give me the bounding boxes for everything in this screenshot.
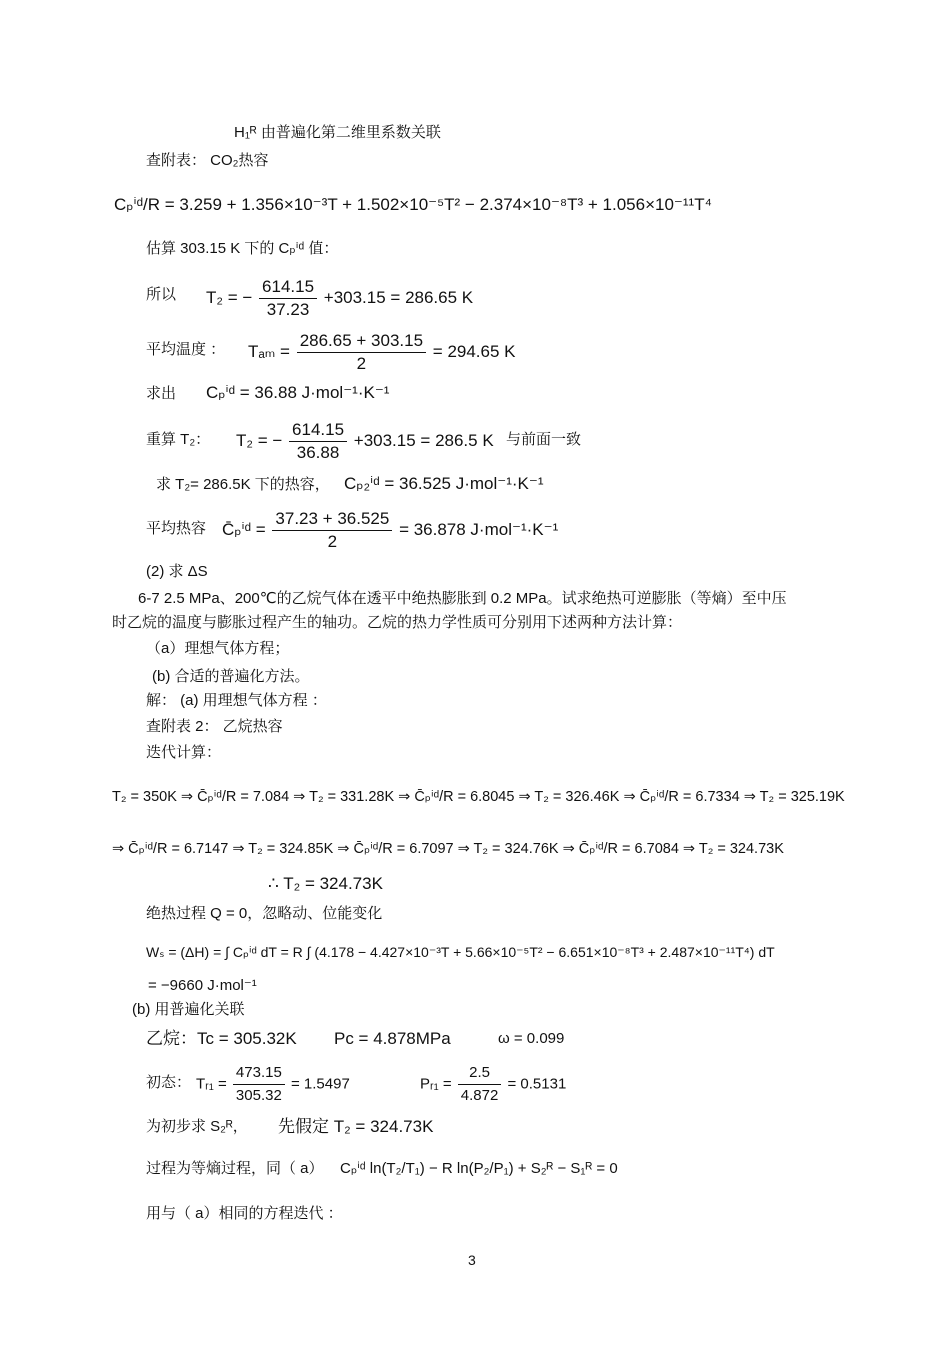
assume-t2: 先假定 T₂ = 324.73K bbox=[278, 1117, 434, 1136]
line-same-iteration: 用与（ a）相同的方程迭代 ： bbox=[146, 1205, 343, 1222]
solution-a-heading: 解： (a) 用理想气体方程 ： bbox=[146, 692, 327, 709]
label-avg-temp: 平均温度 ： bbox=[146, 341, 226, 358]
equation-t2-first: T₂ = − $\frac{614.15}{37.23}$ +303.15 = 286.65 K bbox=[206, 277, 474, 319]
line-lookup-ethane: 查附表 2： 乙烷热容 bbox=[146, 718, 283, 735]
option-a: （a）理想气体方程； bbox=[146, 640, 290, 657]
line-iteration: 迭代计算： bbox=[146, 744, 222, 761]
line-lookup-co2: 查附表： CO₂热容 bbox=[146, 152, 269, 169]
fraction: $\frac{286.65 + 303.15}{2}$ bbox=[297, 332, 426, 373]
fraction: $\frac{2.5}{4.872}$ bbox=[458, 1064, 502, 1105]
label-avg-cp: 平均热容 bbox=[146, 520, 207, 537]
fraction: $\frac{614.15}{36.88}$ bbox=[289, 421, 347, 462]
label-cp-at-t2: 求 T₂= 286.5K 下的热容， bbox=[156, 476, 330, 493]
equation-cp-value: Cₚⁱᵈ = 36.88 J·mol⁻¹·K⁻¹ bbox=[206, 383, 390, 402]
fraction: $\frac{614.15}{37.23}$ bbox=[259, 278, 317, 319]
fraction: $\frac{37.23 + 36.525}{2}$ bbox=[272, 510, 392, 551]
ethane-tc: 乙烷：Tc = 305.32K bbox=[146, 1029, 297, 1048]
ethane-omega: ω = 0.099 bbox=[498, 1030, 565, 1047]
result-t2: ∴ T₂ = 324.73K bbox=[268, 874, 383, 893]
label-recalc-t2: 重算 T₂： bbox=[146, 431, 211, 448]
equation-ws-result: = −9660 J·mol⁻¹ bbox=[148, 977, 257, 994]
line-adiabatic: 绝热过程 Q = 0，忽略动、位能变化 bbox=[146, 905, 383, 922]
label-so: 所以 bbox=[146, 286, 177, 303]
label-isentropic: 过程为等熵过程，同（ a） bbox=[146, 1160, 324, 1177]
fraction: $\frac{473.15}{305.32}$ bbox=[233, 1064, 285, 1105]
equation-cp-polynomial: Cₚⁱᵈ/R = 3.259 + 1.356×10⁻³T + 1.502×10⁻⁵T² − 2.374×10⁻⁸T³ + 1.056×10⁻¹¹T⁴ bbox=[114, 195, 712, 214]
option-b: (b) 合适的普遍化方法。 bbox=[152, 668, 310, 685]
iteration-row-2: ⇒ C̄ₚⁱᵈ/R = 6.7147 ⇒ T₂ = 324.85K ⇒ C̄ₚⁱᵈ/R = 6.7097 ⇒ T₂ = 324.76K ⇒ C̄ₚⁱᵈ/R = 6.7084 ⇒ T₂ = 324.73K bbox=[112, 841, 784, 857]
line-estimate-cp: 估算 303.15 K 下的 Cₚⁱᵈ 值： bbox=[146, 240, 339, 257]
label-initial-state: 初态： bbox=[146, 1074, 192, 1091]
equation-tam: Tₐₘ = $\frac{286.65 + 303.15}{2}$ = 294.65 K bbox=[248, 331, 516, 373]
equation-pr1: Pᵣ₁ = $\frac{2.5}{4.872}$ = 0.5131 bbox=[420, 1064, 567, 1104]
equation-t2-recalc: T₂ = − $\frac{614.15}{36.88}$ +303.15 = 286.5 K bbox=[236, 420, 494, 462]
solution-b-heading: (b) 用普遍化关联 bbox=[132, 1001, 245, 1018]
label-derive: 求出 bbox=[146, 385, 177, 402]
equation-avg-cp: C̄ₚⁱᵈ = $\frac{37.23 + 36.525}{2}$ = 36.878 J·mol⁻¹·K⁻¹ bbox=[222, 509, 559, 551]
label-s2r: 为初步求 S₂ᴿ， bbox=[146, 1118, 248, 1135]
line-h1r-heading: H₁ᴿ 由普遍化第二维里系数关联 bbox=[234, 124, 441, 141]
problem-6-7-line1: 6-7 2.5 MPa、200℃的乙烷气体在透平中绝热膨胀到 0.2 MPa。试求绝热可逆膨胀（等熵）至中压 bbox=[138, 590, 787, 607]
note-consistent: 与前面一致 bbox=[506, 431, 582, 448]
equation-tr1: Tᵣ₁ = $\frac{473.15}{305.32}$ = 1.5497 bbox=[196, 1064, 350, 1104]
line-part-2: (2) 求 ΔS bbox=[146, 563, 208, 580]
ethane-pc: Pc = 4.878MPa bbox=[334, 1029, 451, 1048]
equation-shaft-work: Wₛ = (ΔH) = ∫ Cₚⁱᵈ dT = R ∫ (4.178 − 4.427×10⁻³T + 5.66×10⁻⁵T² − 6.651×10⁻⁸T³ + 2.487×10⁻¹¹T⁴) dT bbox=[146, 944, 775, 960]
equation-isentropic: Cₚⁱᵈ ln(T₂/T₁) − R ln(P₂/P₁) + S₂ᴿ − S₁ᴿ = 0 bbox=[340, 1160, 618, 1177]
iteration-row-1: T₂ = 350K ⇒ C̄ₚⁱᵈ/R = 7.084 ⇒ T₂ = 331.28K ⇒ C̄ₚⁱᵈ/R = 6.8045 ⇒ T₂ = 326.46K ⇒ C̄ₚⁱᵈ/R = 6.7334 ⇒ T₂ = 325.19K bbox=[112, 789, 845, 805]
problem-6-7-line2: 时乙烷的温度与膨胀过程产生的轴功。乙烷的热力学性质可分别用下述两种方法计算： bbox=[112, 614, 683, 631]
page-number: 3 bbox=[468, 1252, 476, 1268]
equation-cp2: Cₚ₂ⁱᵈ = 36.525 J·mol⁻¹·K⁻¹ bbox=[344, 474, 544, 493]
